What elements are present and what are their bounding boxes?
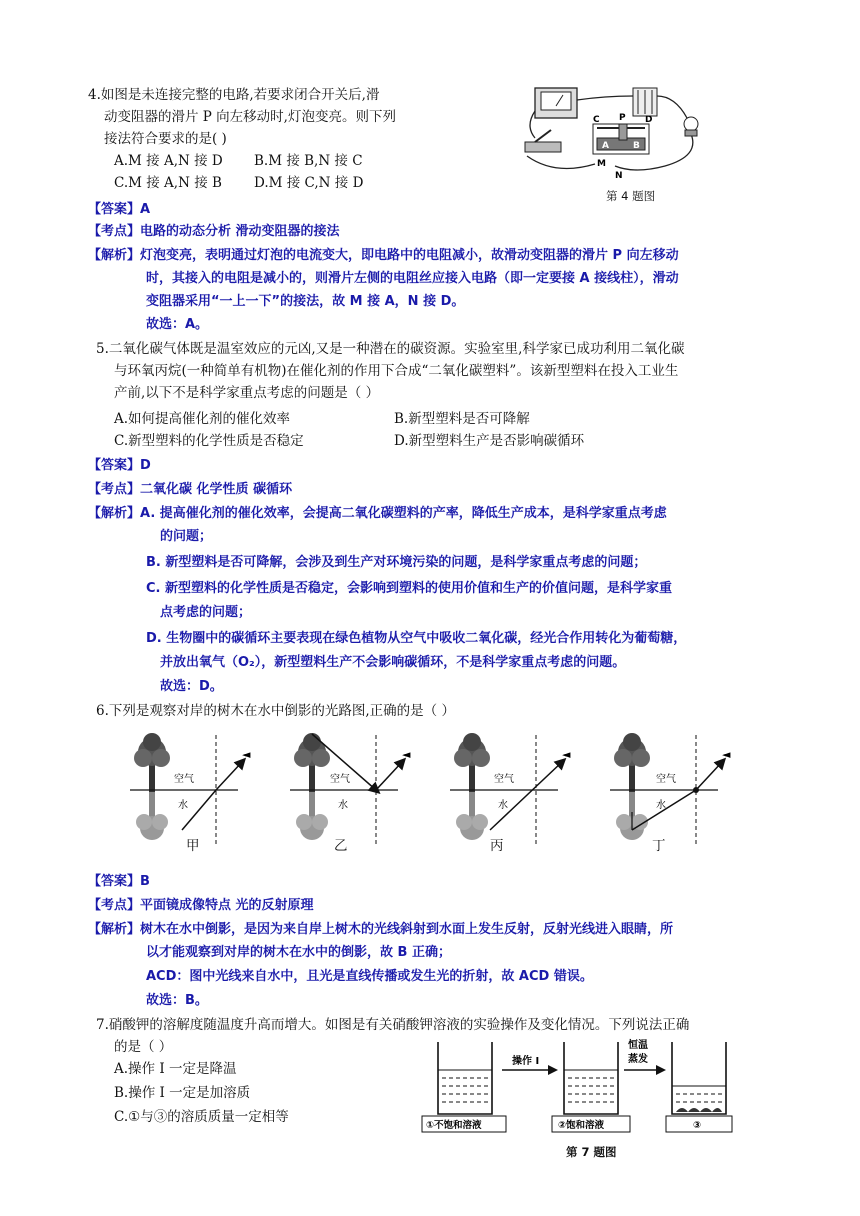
q4-figure-caption: 第 4 题图 bbox=[606, 189, 656, 203]
q4-option-c: C.M 接 A,N 接 B bbox=[114, 175, 222, 191]
diagram-bing-eye-icon: ◄ bbox=[562, 748, 571, 761]
q6-analysis-line1: 树木在水中倒影，是因为来自岸上树木的光线斜射到水面上发生反射，反射光线进入眼睛，所 bbox=[140, 922, 674, 937]
q4-point-tag: 【考点】 bbox=[88, 224, 141, 239]
q5-analysis-line5: 故选：D。 bbox=[160, 679, 223, 694]
diagram-jia bbox=[130, 733, 251, 845]
diagram-yi-water: 水 bbox=[338, 800, 348, 811]
beaker-1 bbox=[422, 1042, 506, 1132]
diagram-bing bbox=[450, 733, 571, 845]
q6-answer: B bbox=[140, 874, 150, 889]
q5-option-a: A.如何提高催化剂的催化效率 bbox=[114, 411, 291, 427]
diagram-ding-air: 空气 bbox=[656, 774, 676, 785]
q4-label-a: A bbox=[602, 141, 609, 151]
q7-stem-line2: 的是（ ） bbox=[114, 1039, 173, 1055]
q4-option-b: B.M 接 B,N 接 C bbox=[254, 153, 363, 169]
q7-beaker-figure bbox=[420, 1034, 740, 1134]
q6-analysis-line2: 以才能观察到对岸的树木在水中的倒影，故 B 正确； bbox=[146, 945, 451, 960]
diagram-ding bbox=[610, 733, 731, 845]
q7-stem-line1: 7.硝酸钾的溶解度随温度升高而增大。如图是有关硝酸钾溶液的实验操作及变化情况。下列说法正确 bbox=[96, 1017, 690, 1033]
q4-stem-line3: 接法符合要求的是( ) bbox=[104, 131, 227, 147]
q5-stem-line3: 产前,以下不是科学家重点考虑的问题是（ ） bbox=[114, 385, 380, 401]
q7-op2-label-a: 恒温 bbox=[628, 1040, 648, 1051]
q4-label-m: M bbox=[597, 159, 606, 169]
q4-circuit-figure bbox=[515, 86, 715, 186]
q7-option-a: A.操作 I 一定是降温 bbox=[114, 1061, 237, 1077]
q6-label-ding: 丁 bbox=[652, 838, 666, 854]
diagram-yi-eye-icon: ◄ bbox=[402, 748, 411, 761]
diagram-yi bbox=[290, 733, 411, 845]
beaker-3 bbox=[666, 1042, 732, 1132]
q5-analysis-tag: 【解析】 bbox=[88, 506, 141, 521]
diagram-bing-air: 空气 bbox=[494, 774, 514, 785]
q7-beaker2-label: ②饱和溶液 bbox=[558, 1120, 605, 1131]
q4-label-b: B bbox=[633, 141, 640, 151]
q5-analysis-line2: B. 新型塑料是否可降解，会涉及到生产对环境污染的问题，是科学家重点考虑的问题； bbox=[146, 555, 647, 570]
q4-point: 电路的动态分析 滑动变阻器的接法 bbox=[140, 224, 340, 239]
q5-stem-line1: 5.二氧化碳气体既是温室效应的元凶,又是一种潜在的碳资源。实验室里,科学家已成功利用二氧化碳 bbox=[96, 341, 685, 357]
q4-answer: A bbox=[140, 202, 151, 217]
q5-answer-tag: 【答案】 bbox=[88, 458, 141, 473]
diagram-jia-eye-icon: ◄ bbox=[242, 748, 251, 761]
q4-analysis-line4: 故选：A。 bbox=[146, 317, 209, 332]
q7-op1-label: 操作 I bbox=[512, 1056, 540, 1067]
q4-answer-tag: 【答案】 bbox=[88, 202, 141, 217]
q5-point-tag: 【考点】 bbox=[88, 482, 141, 497]
q4-stem-line2: 动变阻器的滑片 P 向左移动时,灯泡变亮。则下列 bbox=[104, 109, 396, 125]
q7-figure-caption: 第 7 题图 bbox=[566, 1145, 617, 1159]
q7-option-c: C.①与③的溶质质量一定相等 bbox=[114, 1109, 289, 1125]
q4-analysis-line2: 时，其接入的电阻是减小的，则滑片左侧的电阻丝应接入电路（即一定要接 A 接线柱），滑动 bbox=[146, 271, 679, 286]
q5-analysis-line4b: 并放出氧气（O₂），新型塑料生产不会影响碳循环，不是科学家重点考虑的问题。 bbox=[160, 655, 626, 670]
q4-label-n: N bbox=[615, 171, 623, 181]
q6-light-path-diagrams bbox=[130, 730, 770, 855]
q7-op2-label-b: 蒸发 bbox=[628, 1054, 648, 1065]
diagram-bing-water: 水 bbox=[498, 800, 508, 811]
q6-label-bing: 丙 bbox=[490, 838, 504, 854]
q6-stem: 6.下列是观察对岸的树木在水中倒影的光路图,正确的是（ ） bbox=[96, 703, 455, 719]
diagram-jia-water: 水 bbox=[178, 800, 188, 811]
beaker-2 bbox=[552, 1042, 630, 1132]
q6-analysis-tag: 【解析】 bbox=[88, 922, 141, 937]
diagram-yi-air: 空气 bbox=[330, 774, 350, 785]
q5-analysis-line1: A. 提高催化剂的催化效率，会提高二氧化碳塑料的产率，降低生产成本，是科学家重点考虑 bbox=[140, 506, 667, 521]
q7-beaker1-label: ①不饱和溶液 bbox=[426, 1120, 482, 1131]
q4-analysis-line3: 变阻器采用“一上一下”的接法，故 M 接 A，N 接 D。 bbox=[146, 294, 465, 309]
diagram-ding-eye-icon: ◄ bbox=[722, 748, 731, 761]
q5-option-c: C.新型塑料的化学性质是否稳定 bbox=[114, 433, 304, 449]
q6-point: 平面镜成像特点 光的反射原理 bbox=[140, 898, 314, 913]
q4-stem-line1: 4.如图是未连接完整的电路,若要求闭合开关后,滑 bbox=[88, 87, 380, 103]
q5-option-d: D.新型塑料生产是否影响碳循环 bbox=[394, 433, 585, 449]
q4-analysis-tag: 【解析】 bbox=[88, 248, 141, 263]
q5-option-b: B.新型塑料是否可降解 bbox=[394, 411, 530, 427]
q6-point-tag: 【考点】 bbox=[88, 898, 141, 913]
q5-analysis-line4: D. 生物圈中的碳循环主要表现在绿色植物从空气中吸收二氧化碳，经光合作用转化为葡萄糖， bbox=[146, 631, 687, 646]
q4-analysis-line1: 灯泡变亮，表明通过灯泡的电流变大，即电路中的电阻减小，故滑动变阻器的滑片 P 向左移动 bbox=[140, 248, 679, 263]
q6-analysis-line3: ACD：图中光线来自水中，且光是直线传播或发生光的折射，故 ACD 错误。 bbox=[146, 969, 593, 984]
q4-label-p: P bbox=[619, 113, 626, 123]
q5-stem-line2: 与环氧丙烷(一种简单有机物)在催化剂的作用下合成“二氧化碳塑料”。该新型塑料在投入工业生 bbox=[114, 363, 679, 379]
q5-answer: D bbox=[140, 458, 151, 473]
q6-answer-tag: 【答案】 bbox=[88, 874, 141, 889]
q5-point: 二氧化碳 化学性质 碳循环 bbox=[140, 482, 293, 497]
q6-label-jia: 甲 bbox=[186, 838, 200, 854]
q6-label-yi: 乙 bbox=[334, 838, 348, 854]
q5-analysis-line1b: 的问题； bbox=[160, 529, 213, 544]
q6-analysis-line4: 故选：B。 bbox=[146, 993, 208, 1008]
q4-option-a: A.M 接 A,N 接 D bbox=[114, 153, 223, 169]
q4-label-c: C bbox=[593, 115, 600, 125]
q4-option-d: D.M 接 C,N 接 D bbox=[254, 175, 364, 191]
q5-analysis-line3b: 点考虑的问题； bbox=[160, 605, 252, 620]
q4-label-d: D bbox=[645, 115, 653, 125]
diagram-jia-air: 空气 bbox=[174, 774, 194, 785]
q5-analysis-line3: C. 新型塑料的化学性质是否稳定，会影响到塑料的使用价值和生产的价值问题，是科学家重 bbox=[146, 581, 673, 596]
q7-option-b: B.操作 I 一定是加溶质 bbox=[114, 1085, 251, 1101]
diagram-ding-water: 水 bbox=[656, 800, 666, 811]
q7-beaker3-label: ③ bbox=[693, 1120, 702, 1131]
